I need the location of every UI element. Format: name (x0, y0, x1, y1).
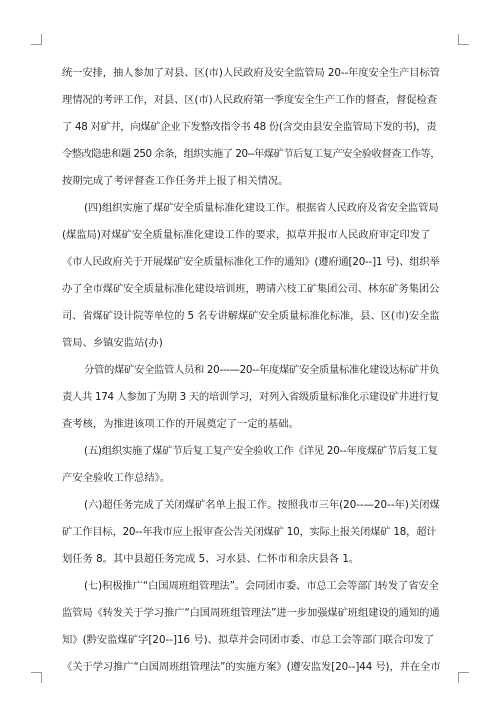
text-line: 产安全验收工作总结》。 (62, 472, 171, 484)
text-line: 理情况的考评工作，对县、区(市)人民政府第一季度安全生产工作的督查，督促检查 (62, 94, 437, 106)
text-line: 责人共 174 人参加了为期 3 天的培训学习，对列入省级质量标准化示建设矿井进行复 (62, 391, 439, 403)
section-heading-line: (五)组织实施了煤矿节后复工复产安全验收工作《详见 20--年度煤矿节后复工复 (84, 445, 438, 457)
text-line: 司、省煤矿设计院等单位的 5 名专讲解煤矿安全质量标准化标准，县、区(市)安全监 (62, 310, 440, 322)
text-line: 统一安排，抽人参加了对县、区(市)人民政府及安全监管局 20--年度安全生产目标管 (62, 67, 440, 79)
text-line: 按期完成了考评督查工作任务并上报了相关情况。 (62, 175, 289, 187)
crop-mark-bottom-right (458, 672, 469, 683)
text-line: 《市人民政府关于开展煤矿安全质量标准化工作的通知》(遵府通[20--]1 号)、组织举 (62, 256, 440, 268)
text-line: 管局、乡镇安监站(办) (62, 337, 163, 349)
text-line: 划任务 8。其中县超任务完成 5、习水县、仁怀市和余庆县各 1。 (62, 553, 360, 565)
text-line: 查考核，为推进该项工作的开展奠定了一定的基础。 (62, 418, 299, 430)
text-line: 《关于学习推广“白国周班组管理法”的实施方案》(遵安监发[20--]44 号)，并在全市 (62, 661, 441, 673)
paragraph-start-line: 分管的煤矿安全监管人员和 20---—20--年度煤矿安全质量标准化建设达标矿井负 (84, 364, 439, 376)
text-line: 监管局《转发关于学习推广“白国周班组管理法”进一步加强煤矿班组建设的通知的通 (62, 607, 440, 619)
text-line: (煤监局)对煤矿安全质量标准化建设工作的要求，拟草并报市人民政府审定印发了 (62, 229, 431, 241)
crop-mark-top-right (458, 34, 469, 45)
section-heading-line: (六)超任务完成了关闭煤矿名单上报工作。按照我市三年(20--—20--年)关闭煤 (84, 499, 440, 511)
section-heading-line: (四)组织实施了煤矿安全质量标准化建设工作。根据省人民政府及省安全监管局 (84, 202, 439, 214)
text-line: 了 48 对矿井，向煤矿企业下发整改指令书 48 份(含交由县安全监管局下发的书)，责 (62, 121, 437, 133)
crop-mark-bottom-left (31, 672, 42, 683)
text-line: 办了全市煤矿安全质量标准化建设培训班，聘请六枝工矿集团公司、林东矿务集团公 (62, 283, 440, 295)
text-line: 知》(黔安监煤矿字[20--]16 号)、拟草并会同团市委、市总工会等部门联合印发了 (62, 634, 435, 646)
text-line: 矿工作目标，20--年我市应上报审查公告关闭煤矿 10，实际上报关闭煤矿 18，超计 (62, 526, 437, 538)
section-heading-line: (七)积极推广“白国周班组管理法”。会同团市委、市总工会等部门转发了省安全 (84, 580, 439, 592)
text-line: 令整改隐患和题 250 余条，组织实施了 20--年煤矿节后复工复产安全验收督查工作等， (62, 148, 441, 160)
crop-mark-top-left (31, 34, 42, 45)
